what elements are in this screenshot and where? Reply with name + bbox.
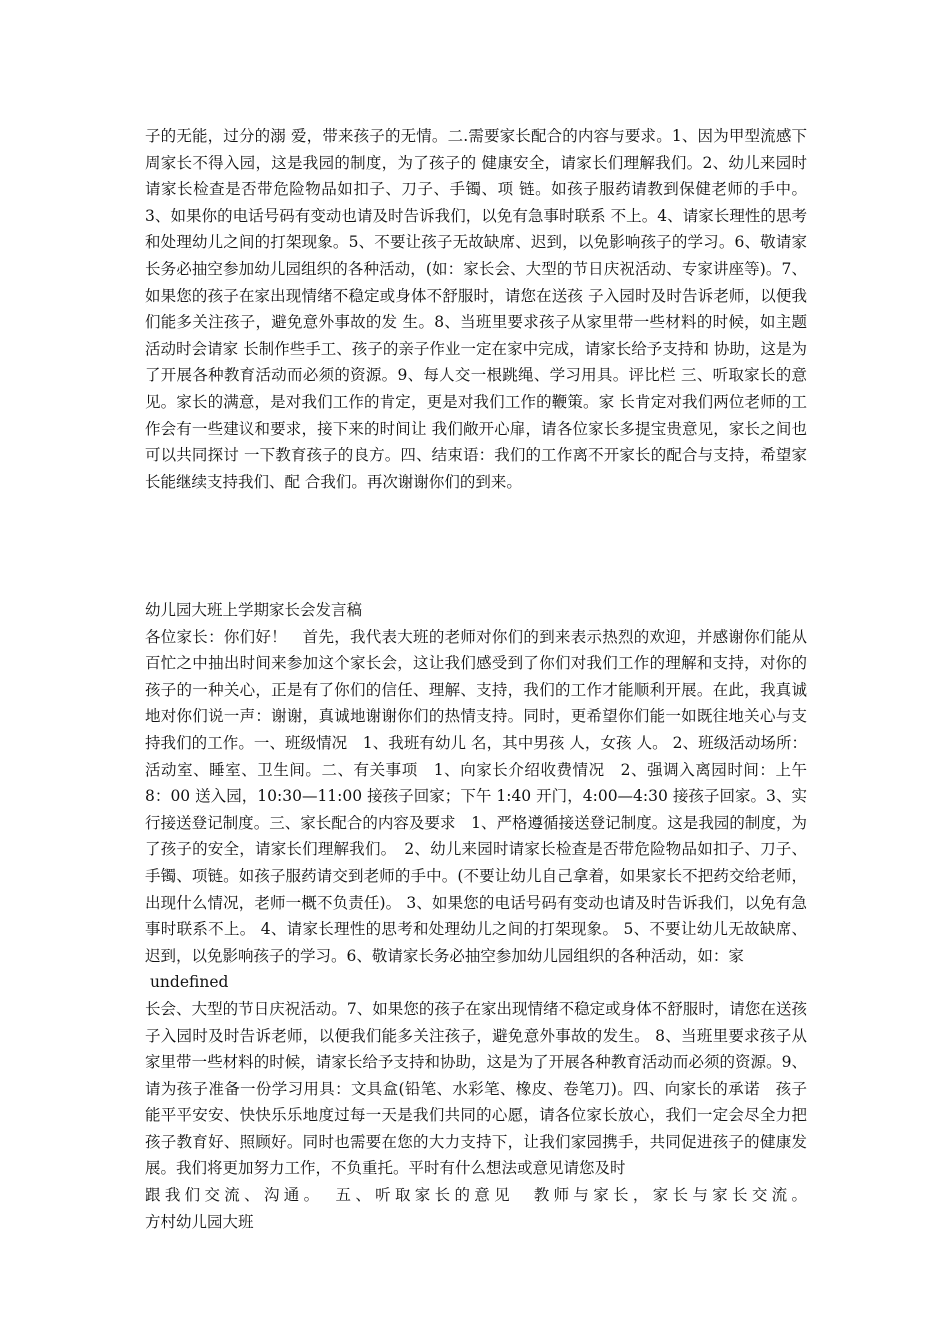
section-2-paragraph-part-2: 长会、大型的节日庆祝活动。7、如果您的孩子在家出现情绪不稳定或身体不舒服时，请您在送孩子入园时及时告诉老师，以便我们能多关注孩子，避免意外事故的发生。 8、当班里要求孩子从家里带一些材料的时候，请家长给予支持和协助，这是为了开展各种教育活动而必须的资源。9、请为孩子准备一份学习用具：文具盒(铅笔、水彩笔、橡皮、卷笔刀)。四、向家长的承诺 孩子能平平安安、快快乐乐地度过每一天是我们共同的心愿，请各位家长放心，我们一定会尽全力把孩子教育好、照顾好。同时也需要在您的大力支持下，让我们家园携手，共同促进孩子的健康发展。我们将更加努力工作，不负重托。平时有什么想法或意见请您及时 [145,999,807,1178]
section-2-paragraph-part-1: 各位家长：你们好！ 首先，我代表大班的老师对你们的到来表示热烈的欢迎，并感谢你们能从百忙之中抽出时间来参加这个家长会，这让我们感受到了你们对我们工作的理解和支持，对你的孩子的一种关心，正是有了你们的信任、理解、支持，我们的工作才能顺利开展。在此，我真诚地对你们说一声：谢谢，真诚地谢谢你们的热情支持。同时，更希望你们能一如既往地关心与支持我们的工作。一、班级情况 1、我班有幼儿 名，其中男孩 人，女孩 人。 2、班级活动场所：活动室、睡室、卫生间。二、有关事项 1、向家长介绍收费情况 2、强调入离园时间：上午 8：00 送入园，10:30—11:00 接孩子回家；下午 1:40 开门，4:00—4:30 接孩子回家。3、实行接送登记制度。三、家长配合的内容及要求 1、严格遵循接送登记制度。这是我园的制度，为了孩子的安全，请家长们理解我们。 2、幼儿来园时请家长检查是否带危险物品如扣子、刀子、手镯、项链。如孩子服药请交到老师的手中。(不要让幼儿自己拿着，如果家长不把药交给老师，出现什么情况，老师一概不负责任)。 3、如果您的电话号码有变动也请及时告诉我们，以免有急事时联系不上。 4、请家长理性的思考和处理幼儿之间的打架现象。 5、不要让幼儿无故缺席、迟到，以免影响孩子的学习。6、敬请家长务必抽空参加幼儿园组织的各种活动，如：家 [145,627,812,965]
section-1-paragraph: 子的无能，过分的溺 爱，带来孩子的无情。二.需要家长配合的内容与要求。1、因为甲型流感下周家长不得入园，这是我园的制度，为了孩子的 健康安全，请家长们理解我们。2、幼儿来园时请家长检查是否带危险物品如扣子、刀子、手镯、项 链。如孩子服药请教到保健老师的手中。3、如果你的电话号码有变动也请及时告诉我们，以免有急事时联系 不上。4、请家长理性的思考和处理幼儿之间的打架现象。5、不要让孩子无故缺席、迟到，以免影响孩子的学习。6、敬请家长务必抽空参加幼儿园组织的各种活动，(如：家长会、大型的节日庆祝活动、专家讲座等)。7、如果您的孩子在家出现情绪不稳定或身体不舒服时，请您在送孩 子入园时及时告诉老师，以便我们能多关注孩子，避免意外事故的发 生。8、当班里要求孩子从家里带一些材料的时候，如主题活动时会请家 长制作些手工、孩子的亲子作业一定在家中完成，请家长给予支持和 协助，这是为了开展各种教育活动而必须的资源。9、每人交一根跳绳、学习用具。评比栏 三、听取家长的意见。家长的满意，是对我们工作的肯定，更是对我们工作的鞭策。家 长肯定对我们两位老师的工作会有一些建议和要求，接下来的时间让 我们敞开心扉，请各位家长多提宝贵意见，家长之间也可以共同探讨 一下教育孩子的良方。四、结束语：我们的工作离不开家长的配合与支持，希望家长能继续支持我们、配 合我们。再次谢谢你们的到来。 [145,127,807,491]
page-break-marker: undefined [145,973,229,992]
section-2-closing-line: 跟我们交流、沟通。 五、听取家长的意见 教师与家长，家长与家长交流。 [145,1186,807,1205]
document-section-1 [145,123,807,495]
signature: 方村幼儿园大班 [145,1212,254,1231]
document-title: 幼儿园大班上学期家长会发言稿 [145,601,363,619]
document-section-2 [145,597,812,1235]
